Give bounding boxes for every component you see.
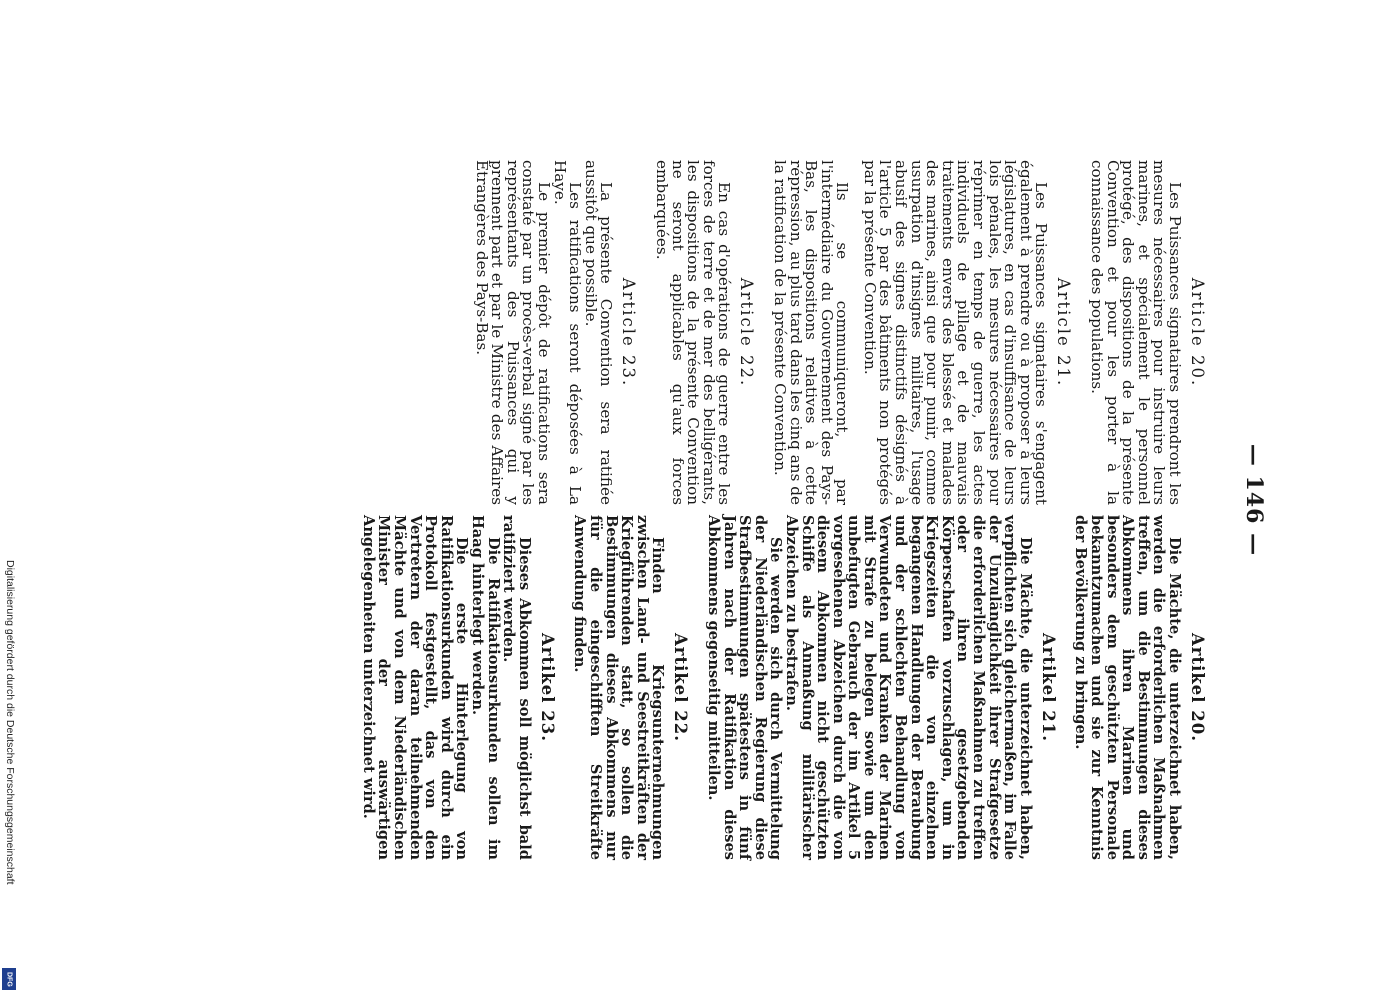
article-22-fr	[653, 160, 757, 505]
paragraph: Ils se communiqueront, par l'intermédiaire du Gouvernement des Pays-Bas, les dispositions relatives à cette répression, au plus tard dans les cinq ans de la ratification de la présente Convention.	[770, 160, 852, 505]
paragraph: Die erste Hinterlegung von Ratifikationsurkunden wird durch ein Protokoll festgestellt, das von den Vertretern der daran teilnehmenden Mächte und von dem Niederländischen Minister der auswärtigen Angelegenheiten unterzeichnet wird.	[359, 515, 471, 860]
article-20-fr	[1088, 160, 1208, 505]
paragraph: Dieses Abkommen soll möglichst bald ratifiziert werden.	[500, 515, 533, 860]
article-title: Article 21.	[1054, 277, 1074, 388]
german-column	[346, 515, 1208, 860]
article-21-de	[705, 515, 1058, 860]
paragraph: Finden Kriegsunternehmungen zwischen Land- und Seestreitkräften der Kriegführenden statt, so sollen die Bestimmungen dieses Abkommens nur für die eingeschifften Streitkräfte Anwendung finden.	[571, 515, 667, 860]
article-title: Article 22.	[737, 277, 757, 388]
digitization-credit	[2, 560, 422, 885]
paragraph: Die Mächte, die unterzeichnet haben, werden die erforderlichen Maßnahmen treffen, um die Bestimmungen dieses Abkommens ihren Marinen und besonders dem geschützten Personale bekanntzumachen und sie zur Kenntnis der Bevölkerung zu bringen.	[1072, 515, 1183, 860]
article-title: Article 23.	[619, 277, 639, 388]
paragraph: Les Puissances signataires prendront les mesures nécessaires pour instruire leurs marines, et spécialement le personnel protégé, des dispositions de la présente Convention et pour les porter à la connaissance des populations.	[1088, 160, 1184, 505]
paragraph: En cas d'opérations de guerre entre les forces de terre et de mer des belligérants, les dispositions de la présente Convention ne seront applicables qu'aux forces embarquées.	[652, 160, 734, 505]
paragraph: Les Puissances signataires s'engagent également à prendre ou à proposer à leurs législatures, en cas d'insuffisance de leurs lois pénales, les mesures nécessaires pour réprimer en temps de guerre, les actes individuels de pillage et de mauvais traitements envers des blessés et malades des marines, ainsi que pour punir, comme usurpation d'insignes militaires, l'usage abusif des signes distinctifs désignés à l'article 5 par des bâtiments non protégés par la présente Convention.	[860, 160, 1051, 505]
article-title: Artikel 21.	[1038, 632, 1058, 743]
article-22-de	[572, 515, 692, 860]
credit-text: Digitalisierung gefördert durch die Deutsche Forschungsgemeinschaft	[4, 560, 16, 885]
french-column	[459, 160, 1208, 505]
article-21-fr	[771, 160, 1074, 505]
dfg-logo-icon: DFG	[2, 968, 16, 990]
page-number: — 146 —	[1241, 443, 1267, 557]
article-title: Article 20.	[1188, 277, 1207, 388]
article-title: Artikel 20.	[1188, 632, 1207, 743]
paragraph: Die Ratifikationsurkunden sollen im Haag hinterlegt werden.	[469, 515, 502, 860]
article-23-fr	[473, 160, 639, 505]
article-title: Artikel 23.	[537, 632, 557, 743]
paragraph: Sie werden sich durch Vermittelung der Niederländischen Regierung diese Strafbestimmungen spätestens in fünf Jahren nach der Ratifikation dieses Abkommens gegenseitig mitteilen.	[704, 515, 785, 860]
article-title: Artikel 22.	[671, 632, 691, 743]
paragraph: Le premier dépôt de ratifications sera constaté par un procès-verbal signé par les représentants des Puissances qui y prennent part et par le Ministre des Affaires Étrangères des Pays-Bas.	[472, 160, 553, 505]
paragraph: Les ratifications seront déposées à La Haye.	[550, 160, 585, 505]
article-20-de	[1073, 515, 1208, 860]
paragraph: Die Mächte, die unterzeichnet haben, verpflichten sich gleichermaßen, im Falle der Unzulänglichkeit ihrer Strafgesetze die erforderlichen Maßnahmen zu treffen oder ihren gesetzgebenden Körperschaften vorzuschlagen, um in Kriegszeiten die von einzelnen begangenen Handlungen der Beraubung und der schlechten Behandlung von Verwundeten und Kranken der Marinen mit Strafe zu belegen sowie um den unbefugten Gebrauch der im Artikel 5 vorgesehenen Abzeichen durch die von diesem Abkommen nicht geschützten Schiffe als Anmaßung militärischer Abzeichen zu bestrafen.	[782, 515, 1034, 860]
paragraph: La présente Convention sera ratifiée aussitôt que possible.	[581, 160, 616, 505]
